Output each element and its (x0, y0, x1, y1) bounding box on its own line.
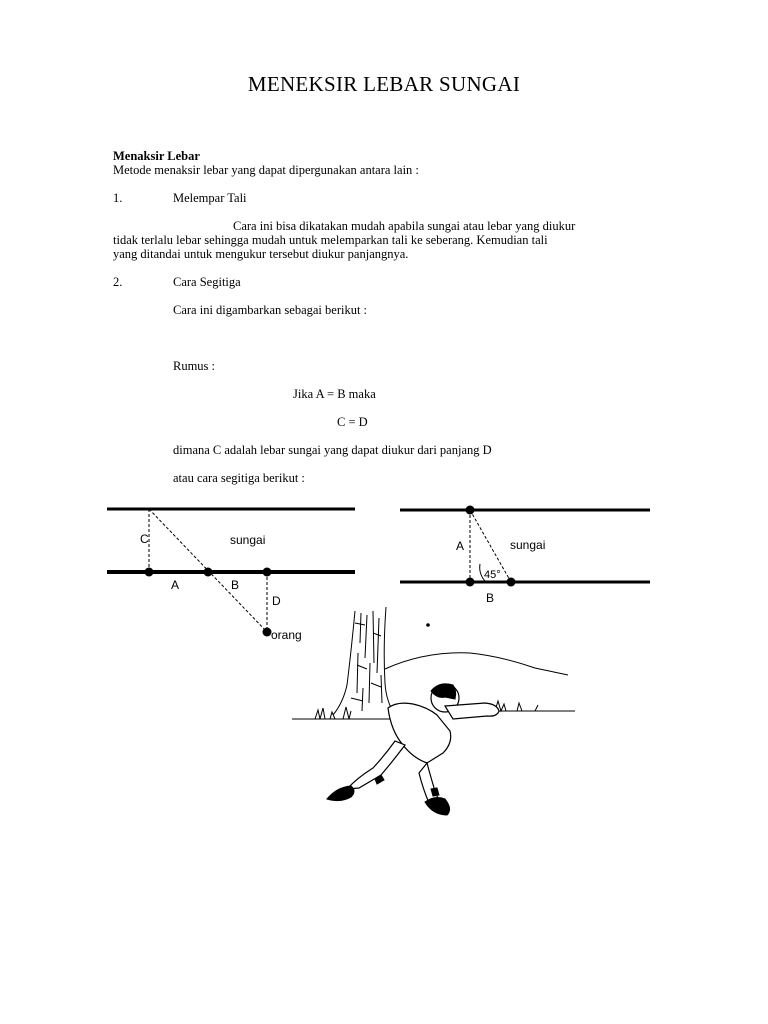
point-marker (204, 568, 213, 577)
label-b: B (486, 591, 495, 605)
hill-outline (385, 653, 568, 675)
intro-text: Metode menaksir lebar yang dapat dipergunakan antara lain : (113, 163, 419, 177)
label-river: sungai (230, 533, 266, 547)
formula-line2: C = D (337, 415, 368, 429)
label-b: B (231, 578, 240, 592)
alternative-method-text: atau cara segitiga berikut : (173, 471, 305, 485)
point-marker (466, 506, 475, 515)
item1-para-line2: tidak terlalu lebar sehingga mudah untuk melemparkan tali ke seberang. Kemudian tali (113, 233, 548, 247)
item1-label: Melempar Tali (173, 191, 247, 205)
distant-marker (426, 623, 430, 627)
item1-para-line3: yang ditandai untuk mengukur tersebut diukur panjangnya. (113, 247, 409, 261)
item2-label: Cara Segitiga (173, 275, 241, 289)
item1-number: 1. (113, 191, 123, 205)
boy-sighting-illustration (285, 603, 585, 823)
point-marker (145, 568, 154, 577)
formula-line1: Jika A = B maka (293, 387, 376, 401)
section-heading: Menaksir Lebar (113, 149, 200, 163)
label-a: A (171, 578, 180, 592)
label-d: D (272, 594, 281, 608)
label-river: sungai (510, 538, 546, 552)
label-person: orang (271, 628, 302, 642)
formula-explanation: dimana C adalah lebar sungai yang dapat diukur dari panjang D (173, 443, 492, 457)
tree-trunk (333, 607, 395, 715)
point-marker (263, 568, 272, 577)
item2-description: Cara ini digambarkan sebagai berikut : (173, 303, 368, 317)
label-c: C (140, 532, 149, 546)
boy-figure (347, 684, 499, 803)
item2-number: 2. (113, 275, 123, 289)
page-title: MENEKSIR LEBAR SUNGAI (247, 72, 521, 96)
label-a: A (456, 539, 465, 553)
point-marker (507, 578, 516, 587)
item1-para-line1: Cara ini bisa dikatakan mudah apabila sungai atau lebar yang diukur (233, 219, 576, 233)
river-angle-diagram-right (395, 500, 660, 610)
point-marker (466, 578, 475, 587)
rumus-label: Rumus : (173, 359, 216, 373)
label-angle: 45° (484, 569, 501, 581)
